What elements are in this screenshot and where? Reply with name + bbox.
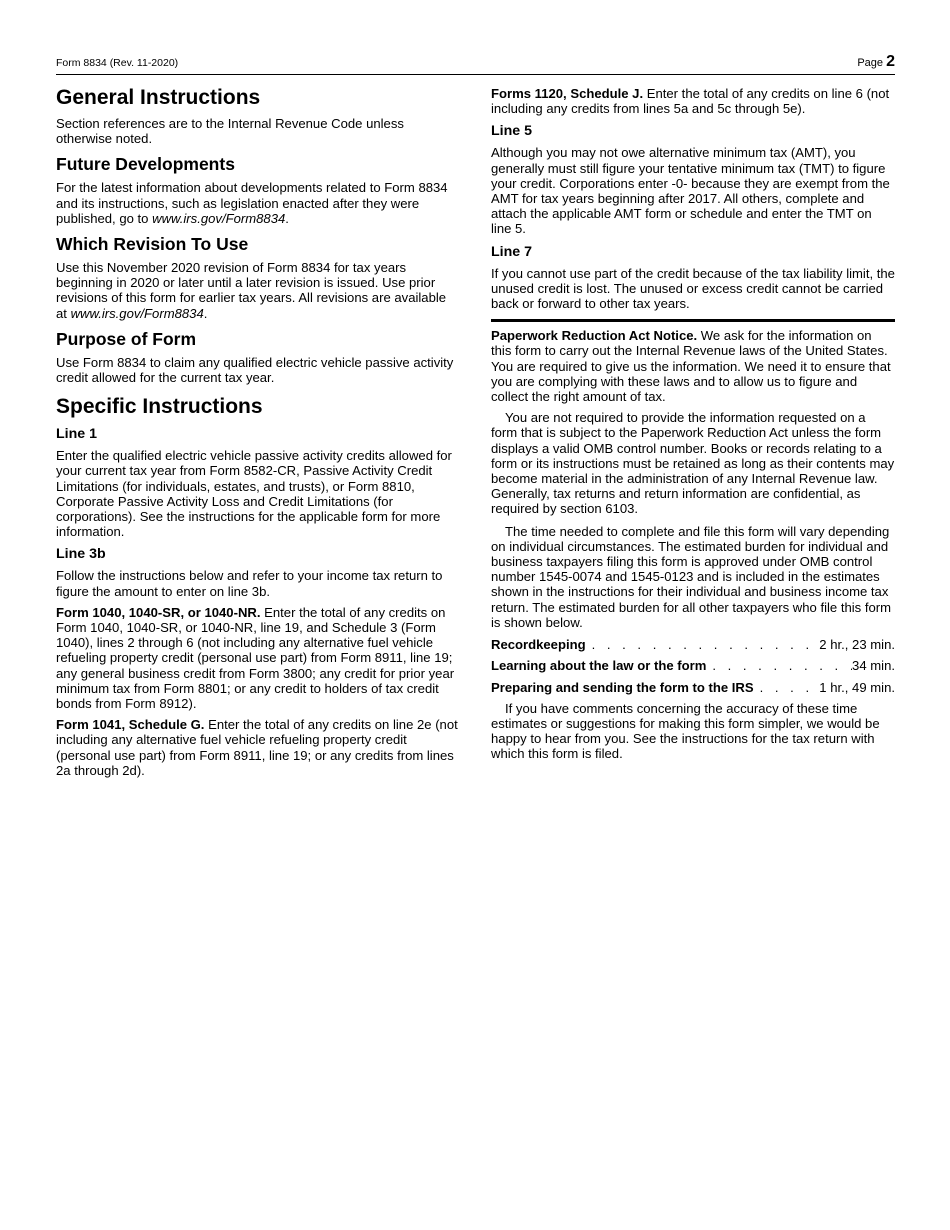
- paperwork-notice-lead: Paperwork Reduction Act Notice.: [491, 328, 698, 344]
- page-label: Page: [857, 57, 884, 69]
- burden-value: 34 min.: [852, 658, 895, 674]
- right-column: [491, 86, 895, 769]
- paperwork-notice-paragraph: Paperwork Reduction Act Notice. We ask for the information on this form to carry out the Internal Revenue laws of the United States. You are required to give us the information. We need it to ensure that you are complying with these laws and to allow us to figure and collect the right amount of tax.: [491, 328, 891, 405]
- form-1041-paragraph: Form 1041, Schedule G. Enter the total of any credits on line 2e (not including any alternative fuel vehicle refueling property credit (personal use part) from Form 8911, line 19; or any credits from lines 2a through 2d).: [56, 717, 458, 778]
- line-7-heading: Line 7: [491, 243, 532, 260]
- purpose-of-form-text: Use Form 8834 to claim any qualified electric vehicle passive activity credit allowed for the current tax year.: [56, 354, 454, 386]
- page-header: [56, 52, 895, 75]
- which-revision-heading: Which Revision To Use: [56, 234, 249, 255]
- burden-row-learning: [491, 658, 895, 673]
- form-1120-lead: Forms 1120, Schedule J.: [491, 86, 644, 101]
- form-1120-paragraph: Forms 1120, Schedule J. Enter the total of any credits on line 6 (not including any credits from lines 5a and 5c through 5e).: [491, 86, 890, 117]
- line-5-text: Although you may not owe alternative minimum tax (AMT), you generally must still figure your tentative minimum tax (TMT) to figure your credit. Corporations enter -0- because they are exempt from the AMT for tax years beginning after 2017. All others, complete and attach the applicable AMT form or schedule and enter the TMT on line 5.: [491, 145, 890, 237]
- purpose-of-form-heading: Purpose of Form: [56, 328, 197, 349]
- line-7-text: If you cannot use part of the credit because of the tax liability limit, the unused credit is lost. The unused or excess credit cannot be carried back or forward to other tax years.: [491, 265, 895, 312]
- leader-dots: [706, 658, 852, 673]
- line-1-heading: Line 1: [56, 426, 97, 443]
- page-number-label: [857, 53, 895, 71]
- future-developments-text: For the latest information about developments related to Form 8834 and its instructions, such as legislation enacted after they were published, go to www.irs.gov/Form8834.: [56, 180, 448, 226]
- left-column: [56, 86, 460, 784]
- general-instructions-text: Section references are to the Internal Revenue Code unless otherwise noted.: [56, 116, 404, 147]
- future-developments-heading: Future Developments: [56, 154, 235, 175]
- line-1-text: Enter the qualified electric vehicle passive activity credits allowed for your current tax year from Form 8582-CR, Passive Activity Credit Limitations (for individuals, estates, and trusts), or Form 8810, Corporate Passive Activity Loss and Credit Limitations (for corporations). See the instructions for the applicable form for more information.: [56, 448, 452, 540]
- burden-value: 2 hr., 23 min.: [819, 637, 895, 653]
- burden-row-recordkeeping: [491, 637, 895, 652]
- burden-label: Learning about the law or the form: [491, 658, 707, 674]
- comments-text: If you have comments concerning the accuracy of these time estimates or suggestions for making this form simpler, we would be happy to hear from you. See the instructions for the tax return with which this form is filed.: [491, 700, 880, 762]
- line-3b-text: Follow the instructions below and refer to your income tax return to figure the amount to enter on line 3b.: [56, 568, 443, 599]
- burden-value: 1 hr., 49 min.: [819, 679, 895, 695]
- leader-dots: [586, 637, 820, 652]
- irs-link[interactable]: www.irs.gov/Form8834: [70, 305, 204, 321]
- line-5-heading: Line 5: [491, 123, 532, 140]
- omb-requirement-text: You are not required to provide the information requested on a form that is subject to the Paperwork Reduction Act unless the form displays a valid OMB control number. Books or records relating to a form or its instructions must be retained as long as their contents may become material in the administration of any Internal Revenue law. Generally, tax returns and return information are confidential, as required by section 6103.: [491, 410, 895, 517]
- line-3b-heading: Line 3b: [56, 546, 106, 563]
- form-1040-lead: Form 1040, 1040-SR, or 1040-NR.: [56, 604, 261, 620]
- general-instructions-heading: General Instructions: [56, 86, 261, 109]
- page-number: 2: [886, 53, 895, 70]
- burden-label: Preparing and sending the form to the IRS: [491, 679, 754, 695]
- specific-instructions-heading: Specific Instructions: [56, 395, 263, 419]
- burden-row-preparing: [491, 680, 895, 695]
- form-1040-paragraph: Form 1040, 1040-SR, or 1040-NR. Enter the total of any credits on Form 1040, 1040-SR, or 1040-NR, line 19, and Schedule 3 (Form 1040), lines 2 through 6 (not including any alternative fuel vehicle refueling property credit (personal use part) from Form 8911, line 19; any general business credit from Form 3800; any credit for prior year minimum tax from Form 8801; or any credit to holders of tax credit bonds from Form 8912).: [56, 604, 455, 712]
- time-burden-text: The time needed to complete and file this form will vary depending on individual circumstances. The estimated burden for individual and business taxpayers filing this form is approved under OMB control number 1545-0074 and 1545-0123 and is included in the estimates shown in the instructions for their individual and business income tax return. The estimated burden for all other taxpayers who file this form is shown below.: [491, 523, 892, 630]
- irs-link[interactable]: www.irs.gov/Form8834: [152, 210, 286, 226]
- form-1041-lead: Form 1041, Schedule G.: [56, 717, 205, 733]
- leader-dots: [754, 680, 820, 695]
- section-divider: [491, 319, 895, 322]
- form-identifier: Form 8834 (Rev. 11-2020): [56, 57, 179, 69]
- burden-label: Recordkeeping: [491, 637, 586, 653]
- which-revision-text: Use this November 2020 revision of Form 8834 for tax years beginning in 2020 or later until a later revision is issued. Use prior revisions of this form for earlier tax years. All revisions are available at www.irs.gov/Form8834.: [56, 260, 447, 321]
